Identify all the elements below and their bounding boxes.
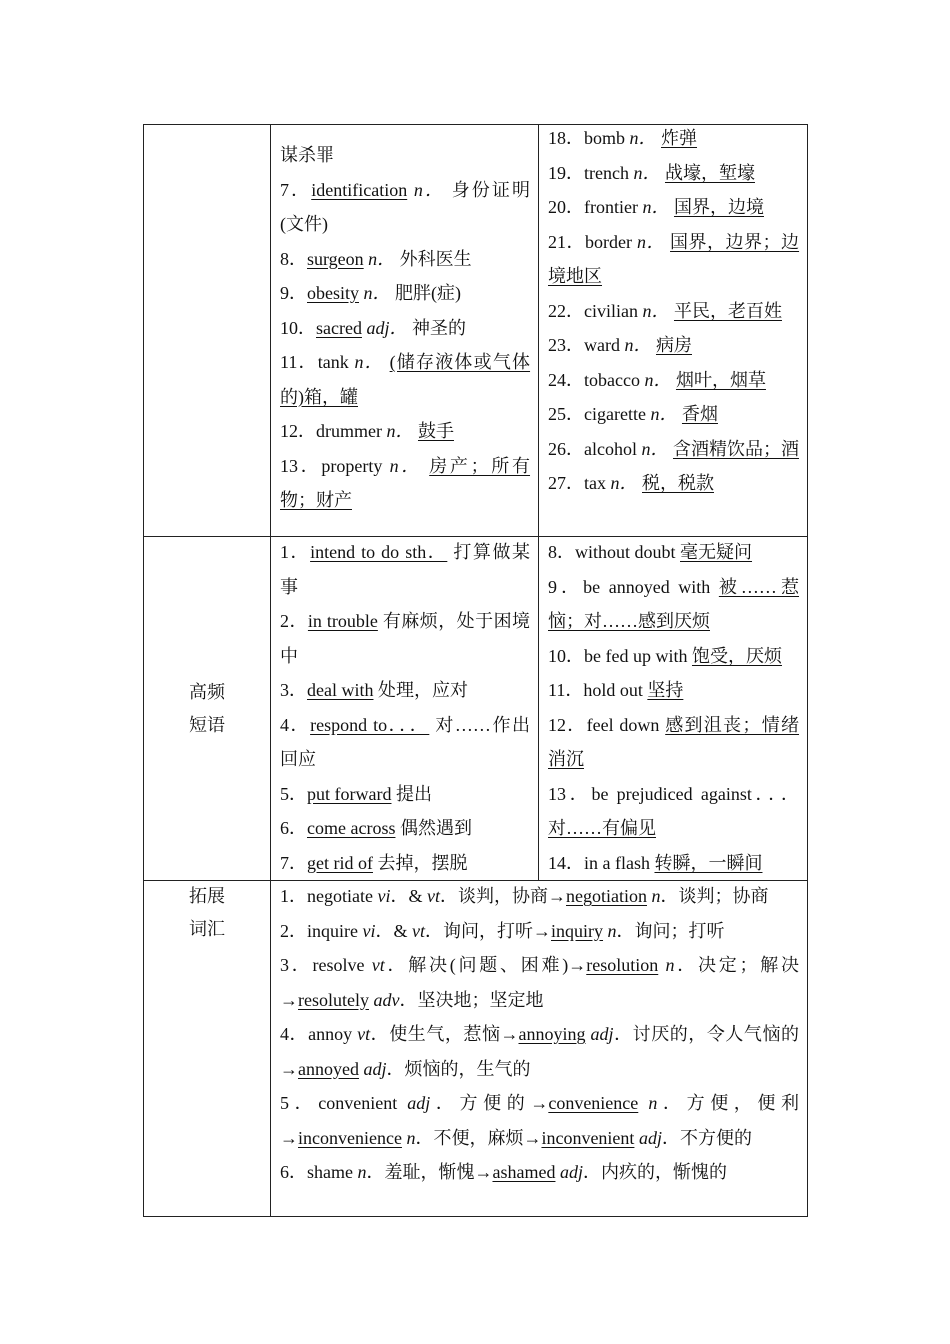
phrase-item: [548, 535, 799, 570]
item-number: 4．: [280, 1024, 309, 1044]
derived-word: inconvenient: [541, 1127, 635, 1148]
part-of-speech: adj．: [366, 317, 408, 338]
vocab-word: surgeon: [307, 248, 364, 269]
item-number: 8．: [280, 248, 307, 269]
extension-item: [280, 914, 799, 949]
phrase-item: [548, 708, 799, 777]
part-of-speech: n．: [610, 473, 638, 493]
item-number: 11．: [548, 680, 584, 700]
text-segment: resolve: [312, 955, 372, 975]
vocab-word: alcohol: [584, 438, 637, 459]
part-of-speech: n．: [629, 128, 657, 148]
vocab-word: border: [585, 231, 632, 252]
derived-word: negotiation: [566, 886, 647, 906]
text-segment: ．谈判；协商: [660, 886, 769, 906]
phrase-meaning: 有麻烦，处于困境中: [280, 611, 531, 666]
part-of-speech: adv: [373, 989, 400, 1010]
text-segment: ．谈判，协商→: [440, 886, 566, 906]
text-segment: ．解决(问题、困难)→: [384, 955, 587, 975]
extension-list: [271, 879, 807, 1190]
phrase-meaning: 感到沮丧；情绪消沉: [548, 714, 800, 769]
item-number: 1．: [280, 542, 311, 562]
vocab-col-b: [539, 125, 808, 537]
extension-label-line2: 词汇: [189, 919, 225, 940]
text-segment: shame: [307, 1162, 358, 1182]
derived-word: annoyed: [298, 1058, 359, 1079]
phrase-meaning: 对……有偏见: [548, 818, 656, 838]
item-number: 21．: [548, 231, 586, 252]
phrase-text: deal with: [307, 680, 374, 700]
phrase-item: [548, 639, 799, 674]
phrase-text: come across: [307, 818, 396, 838]
item-number: 5．: [280, 1093, 319, 1113]
vocab-meaning: 房产；所有物；财产: [280, 455, 531, 510]
item-number: 14．: [548, 852, 584, 873]
part-of-speech: vi: [377, 886, 391, 906]
phrase-row: [144, 537, 808, 881]
vocab-item: [280, 276, 530, 311]
vocab-word: sacred: [316, 317, 362, 338]
phrase-meaning: 去掉，摆脱: [377, 852, 468, 873]
vocab-word: frontier: [584, 197, 638, 217]
vocab-meaning: 鼓手: [417, 421, 454, 441]
text-segment: convenient: [318, 1093, 408, 1113]
derived-word: annoying: [518, 1024, 586, 1044]
vocab-meaning: 国界，边界；边境地区: [548, 231, 800, 286]
part-of-speech: n．: [413, 179, 446, 200]
phrase-text: respond to．．．: [310, 714, 430, 735]
extension-item: [280, 879, 799, 914]
vocab-word: bomb: [584, 128, 626, 148]
text-segment: ．方便的→: [430, 1093, 549, 1113]
vocab-meaning: 烟叶，烟草: [675, 369, 766, 390]
vocab-item: [548, 121, 799, 156]
item-number: 6．: [280, 818, 307, 838]
vocab-item: [548, 363, 799, 398]
vocab-item: [548, 432, 799, 467]
part-of-speech: n．: [644, 369, 672, 390]
text-segment: ．不方便的: [661, 1127, 752, 1148]
phrase-meaning: 饱受，厌烦: [691, 645, 782, 666]
text-segment: ．内疚的，惭愧的: [582, 1162, 727, 1182]
phrase-meaning: 处理，应对: [377, 680, 468, 700]
part-of-speech: n: [665, 955, 675, 975]
part-of-speech: adj: [363, 1058, 387, 1079]
item-number: 9．: [280, 283, 307, 303]
derived-word: inquiry: [551, 920, 604, 941]
vocab-word: tax: [584, 473, 606, 493]
part-of-speech: adj: [559, 1162, 583, 1182]
phrase-text: get rid of: [307, 852, 373, 873]
phrase-item: [548, 846, 799, 881]
part-of-speech: n．: [642, 300, 670, 321]
vocab-item: [280, 173, 530, 242]
item-number: 22．: [548, 300, 584, 321]
item-number: 5．: [280, 783, 307, 804]
part-of-speech: vt: [412, 920, 426, 941]
phrase-meaning: 偶然遇到: [399, 818, 472, 838]
item-number: 11．: [280, 352, 318, 372]
part-of-speech: n．: [633, 162, 661, 183]
phrase-label-line1: 高频: [189, 681, 225, 703]
text-segment: ．决定；解决→: [280, 955, 800, 1010]
part-of-speech: adj: [638, 1127, 662, 1148]
text-segment: ．方便，便利→: [280, 1093, 800, 1148]
vocab-word: civilian: [584, 300, 638, 321]
phrase-meaning: 对……作出回应: [280, 714, 530, 769]
part-of-speech: n．: [637, 231, 666, 252]
phrase-item: [548, 673, 799, 708]
phrase-item: [280, 846, 530, 881]
part-of-speech: n．: [363, 283, 391, 303]
part-of-speech: n．: [354, 352, 384, 372]
part-of-speech: vt: [357, 1024, 371, 1044]
part-of-speech: n．: [650, 404, 678, 424]
vocab-item: [548, 225, 799, 294]
part-of-speech: n: [357, 1162, 367, 1182]
vocab-meaning: 税，税款: [642, 473, 714, 493]
vocab-meaning: 身份证明(文件): [280, 179, 531, 234]
derived-word: resolution: [586, 955, 659, 975]
phrase-text: feel down: [586, 714, 660, 735]
vocab-label-cell: [144, 125, 271, 537]
phrase-text: intend to do sth．: [310, 542, 448, 562]
vocab-word: 谋杀罪: [280, 145, 334, 165]
text-segment: inquire: [307, 920, 363, 941]
item-number: 8．: [548, 542, 575, 562]
item-number: 7．: [280, 179, 312, 200]
part-of-speech: n: [651, 886, 661, 906]
phrase-meaning: 打算做某事: [280, 542, 531, 597]
item-number: 12．: [280, 421, 316, 441]
part-of-speech: n．: [642, 197, 670, 217]
vocab-item: [280, 311, 530, 346]
part-of-speech: n．: [389, 455, 422, 476]
item-number: 6．: [280, 1162, 307, 1182]
part-of-speech: vt: [371, 955, 385, 975]
phrase-text: in trouble: [307, 611, 378, 631]
extension-cell: [271, 881, 808, 1217]
phrase-item: [280, 673, 530, 708]
phrase-text: be prejudiced against．．．: [591, 783, 799, 804]
item-number: 18．: [548, 128, 584, 148]
text-segment: ．烦恼的，生气的: [386, 1058, 531, 1079]
phrase-meaning: 坚持: [647, 680, 684, 700]
vocab-list-b: [539, 121, 807, 501]
part-of-speech: n．: [624, 335, 652, 355]
item-number: 10．: [548, 645, 584, 666]
part-of-speech: n．: [641, 438, 669, 459]
extension-item: [280, 1017, 799, 1086]
phrase-item: [548, 777, 799, 846]
extension-item: [280, 1155, 799, 1190]
vocab-item: [548, 156, 799, 191]
derived-word: convenience: [548, 1093, 639, 1113]
text-segment: ．羞耻，惭愧→: [366, 1162, 493, 1182]
derived-word: inconvenience: [298, 1127, 402, 1148]
item-number: 26．: [548, 438, 584, 459]
vocab-word: tobacco: [584, 369, 640, 390]
vocab-meaning: 香烟: [681, 404, 718, 424]
vocab-item: [280, 242, 530, 277]
phrase-text: put forward: [307, 783, 392, 804]
text-segment: negotiate: [307, 886, 378, 906]
item-number: 23．: [548, 335, 584, 355]
item-number: 13．: [280, 455, 322, 476]
vocab-item: [548, 294, 799, 329]
item-number: 9．: [548, 576, 584, 597]
text-segment: ．&: [375, 920, 413, 941]
phrase-text: without doubt: [575, 542, 676, 562]
phrase-text: in a flash: [584, 852, 650, 873]
phrase-item: [280, 604, 530, 673]
item-number: 25．: [548, 404, 584, 424]
vocab-meaning: 国界，边境: [673, 197, 764, 217]
derived-word: ashamed: [492, 1162, 556, 1182]
item-number: 2．: [280, 920, 307, 941]
item-number: 7．: [280, 852, 307, 873]
vocab-meaning: 外科医生: [399, 248, 472, 269]
phrase-text: be annoyed with: [583, 576, 711, 597]
vocab-list-a: [271, 125, 538, 518]
phrase-col-a: [271, 537, 539, 881]
part-of-speech: n: [648, 1093, 658, 1113]
vocab-item: [280, 138, 530, 173]
vocab-item: [548, 190, 799, 225]
derived-word: resolutely: [298, 989, 369, 1010]
phrase-item: [280, 708, 530, 777]
phrase-item: [280, 777, 530, 812]
text-segment: [658, 955, 665, 975]
part-of-speech: vi: [362, 920, 376, 941]
extension-item: [280, 1086, 799, 1155]
vocab-meaning: 含酒精饮品；酒: [672, 438, 799, 459]
item-number: 10．: [280, 317, 316, 338]
vocab-word: tank: [317, 352, 349, 372]
vocab-meaning: 战壕，堑壕: [664, 162, 755, 183]
vocab-meaning: 神圣的: [411, 317, 466, 338]
vocabulary-table: [143, 124, 808, 1217]
item-number: 3．: [280, 680, 307, 700]
vocab-word: identification: [311, 179, 408, 200]
extension-label-cell: [144, 881, 271, 1217]
phrase-text: hold out: [583, 680, 643, 700]
vocab-item: [548, 397, 799, 432]
text-segment: ．询问；打听: [616, 920, 725, 941]
vocab-meaning: 炸弹: [661, 128, 698, 148]
vocab-meaning: (储存液体或气体的)箱，罐: [280, 352, 531, 407]
vocab-item: [280, 449, 530, 518]
item-number: 2．: [280, 611, 308, 631]
part-of-speech: n: [406, 1127, 416, 1148]
extension-label-line1: 拓展: [189, 886, 225, 907]
phrase-col-b: [539, 537, 808, 881]
vocab-word: ward: [584, 335, 620, 355]
phrase-item: [280, 811, 530, 846]
phrase-item: [548, 570, 799, 639]
vocab-word: cigarette: [584, 404, 646, 424]
part-of-speech: adj: [590, 1024, 614, 1044]
item-number: 12．: [548, 714, 587, 735]
vocab-meaning: 平民，老百姓: [673, 300, 782, 321]
part-of-speech: n．: [368, 248, 396, 269]
vocab-meaning: 肥胖(症): [395, 283, 461, 303]
phrase-meaning: 提出: [395, 783, 432, 804]
text-segment: ．坚决地；坚定地: [399, 989, 544, 1010]
text-segment: ．使生气，惹恼→: [370, 1024, 519, 1044]
item-number: 3．: [280, 955, 313, 975]
text-segment: [638, 1093, 648, 1113]
phrase-list-a: [271, 535, 538, 880]
item-number: 27．: [548, 473, 584, 493]
vocab-word: property: [321, 455, 383, 476]
vocab-word: drummer: [316, 421, 382, 441]
vocab-item: [548, 466, 799, 501]
extension-row: [144, 881, 808, 1217]
item-number: 19．: [548, 162, 584, 183]
item-number: 13．: [548, 783, 592, 804]
vocab-word: obesity: [307, 283, 359, 303]
part-of-speech: adj: [407, 1093, 431, 1113]
phrase-list-b: [539, 535, 807, 880]
text-segment: ．讨厌的，令人气恼的→: [280, 1024, 800, 1079]
part-of-speech: n: [607, 920, 617, 941]
item-number: 4．: [280, 714, 311, 735]
phrase-item: [280, 535, 530, 604]
part-of-speech: vt: [427, 886, 440, 906]
vocab-item: [548, 328, 799, 363]
vocab-col-a: [271, 125, 539, 537]
phrase-text: be fed up with: [584, 645, 688, 666]
phrase-meaning: 转瞬，一瞬间: [654, 852, 763, 873]
item-number: 1．: [280, 886, 307, 906]
phrase-meaning: 毫无疑问: [680, 542, 753, 562]
text-segment: ．不便，麻烦→: [415, 1127, 542, 1148]
vocab-row: [144, 125, 808, 537]
vocab-item: [280, 414, 530, 449]
phrase-meaning: 被……惹恼；对……感到厌烦: [548, 576, 800, 631]
text-segment: ．&: [390, 886, 427, 906]
text-segment: annoy: [308, 1024, 358, 1044]
item-number: 24．: [548, 369, 584, 390]
phrase-label-cell: [144, 537, 271, 881]
vocab-meaning: 病房: [655, 335, 692, 355]
text-segment: ．询问，打听→: [425, 920, 552, 941]
vocab-word: trench: [584, 162, 629, 183]
extension-item: [280, 948, 799, 1017]
vocab-item: [280, 345, 530, 414]
phrase-label-line2: 短语: [189, 714, 225, 736]
item-number: 20．: [548, 197, 584, 217]
part-of-speech: n．: [386, 421, 414, 441]
